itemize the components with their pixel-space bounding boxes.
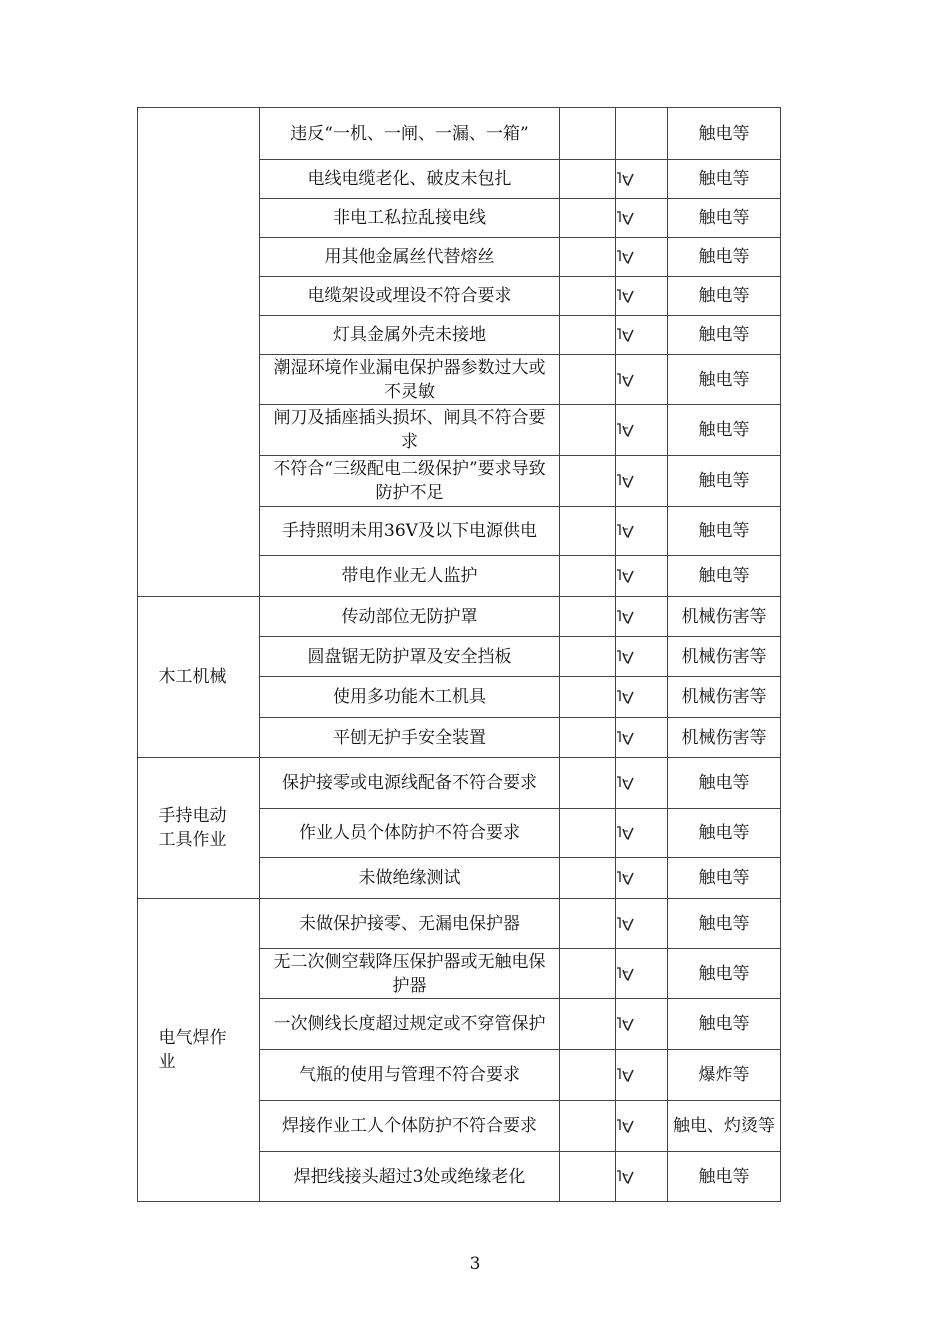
hazard-type: 机械伤害等: [668, 637, 781, 677]
hazard-type: 触电等: [668, 758, 781, 809]
mark-cell: [616, 507, 668, 556]
check-mark-icon: [616, 824, 634, 842]
mark-cell: [616, 999, 668, 1050]
hazard-item: 灯具金属外壳未接地: [260, 316, 560, 355]
hazard-type: 触电、灼烫等: [668, 1101, 781, 1152]
hazard-type: 机械伤害等: [668, 677, 781, 718]
hazard-item: 不符合“三级配电二级保护”要求导致防护不足: [260, 456, 560, 507]
hazard-item: 带电作业无人监护: [260, 556, 560, 597]
blank-cell: [560, 809, 616, 858]
mark-cell: [616, 238, 668, 277]
blank-cell: [560, 1050, 616, 1101]
mark-cell: [616, 1050, 668, 1101]
hazard-item: 手持照明未用36V及以下电源供电: [260, 507, 560, 556]
hazard-item: 焊接作业工人个体防护不符合要求: [260, 1101, 560, 1152]
hazard-type: 触电等: [668, 238, 781, 277]
table-row: [138, 108, 781, 160]
hazard-type: 触电等: [668, 949, 781, 999]
hazard-type: 触电等: [668, 355, 781, 405]
check-mark-icon: [616, 915, 634, 933]
hazard-type: 触电等: [668, 160, 781, 199]
blank-cell: [560, 160, 616, 199]
blank-cell: [560, 949, 616, 999]
hazard-type: 触电等: [668, 809, 781, 858]
blank-cell: [560, 999, 616, 1050]
blank-cell: [560, 718, 616, 758]
blank-cell: [560, 858, 616, 899]
hazard-item: 作业人员个体防护不符合要求: [260, 809, 560, 858]
category-label: 木工机械: [158, 667, 227, 687]
mark-cell: [616, 160, 668, 199]
hazard-type: 触电等: [668, 277, 781, 316]
mark-cell: [616, 718, 668, 758]
mark-cell: [616, 858, 668, 899]
hazard-table: [137, 107, 781, 1202]
blank-cell: [560, 108, 616, 160]
hazard-type: 触电等: [668, 556, 781, 597]
hazard-type: 机械伤害等: [668, 718, 781, 758]
table-row: [138, 899, 781, 949]
mark-cell: [616, 1101, 668, 1152]
category-cell: [138, 597, 260, 758]
blank-cell: [560, 1152, 616, 1202]
hazard-type: 触电等: [668, 858, 781, 899]
hazard-item: 使用多功能木工机具: [260, 677, 560, 718]
check-mark-icon: [616, 170, 634, 188]
check-mark-icon: [616, 567, 634, 585]
check-mark-icon: [616, 421, 634, 439]
mark-cell: [616, 556, 668, 597]
blank-cell: [560, 316, 616, 355]
check-mark-icon: [616, 869, 634, 887]
mark-cell: [616, 809, 668, 858]
hazard-item: 传动部位无防护罩: [260, 597, 560, 637]
hazard-type: 触电等: [668, 507, 781, 556]
hazard-item: 保护接零或电源线配备不符合要求: [260, 758, 560, 809]
mark-cell: [616, 316, 668, 355]
check-mark-icon: [616, 648, 634, 666]
mark-cell: [616, 277, 668, 316]
mark-cell: [616, 899, 668, 949]
hazard-type: 触电等: [668, 456, 781, 507]
check-mark-icon: [616, 729, 634, 747]
page-number: 3: [469, 1254, 481, 1274]
check-mark-icon: [616, 472, 634, 490]
check-mark-icon: [616, 1168, 634, 1186]
blank-cell: [560, 507, 616, 556]
category-cell: [138, 108, 260, 597]
check-mark-icon: [616, 1117, 634, 1135]
blank-cell: [560, 899, 616, 949]
check-mark-icon: [616, 248, 634, 266]
hazard-item: 未做绝缘测试: [260, 858, 560, 899]
check-mark-icon: [616, 326, 634, 344]
mark-cell: [616, 637, 668, 677]
hazard-item: 焊把线接头超过3处或绝缘老化: [260, 1152, 560, 1202]
blank-cell: [560, 238, 616, 277]
mark-cell: [616, 949, 668, 999]
table-row: [138, 597, 781, 637]
check-mark-icon: [616, 287, 634, 305]
mark-cell: [616, 677, 668, 718]
check-mark-icon: [616, 371, 634, 389]
check-mark-icon: [616, 1015, 634, 1033]
blank-cell: [560, 456, 616, 507]
mark-cell: [616, 405, 668, 456]
hazard-item: 电线电缆老化、破皮未包扎: [260, 160, 560, 199]
hazard-item: 一次侧线长度超过规定或不穿管保护: [260, 999, 560, 1050]
hazard-type: 触电等: [668, 999, 781, 1050]
check-mark-icon: [616, 965, 634, 983]
table-row: [138, 758, 781, 809]
hazard-type: 机械伤害等: [668, 597, 781, 637]
check-mark-icon: [616, 209, 634, 227]
hazard-item: 圆盘锯无防护罩及安全挡板: [260, 637, 560, 677]
check-mark-icon: [616, 1066, 634, 1084]
hazard-item: 违反“一机、一闸、一漏、一箱”: [260, 108, 560, 160]
mark-cell: [616, 758, 668, 809]
blank-cell: [560, 677, 616, 718]
hazard-type: 触电等: [668, 1152, 781, 1202]
blank-cell: [560, 597, 616, 637]
mark-cell: [616, 355, 668, 405]
hazard-type: 触电等: [668, 899, 781, 949]
hazard-type: 触电等: [668, 108, 781, 160]
hazard-item: 无二次侧空载降压保护器或无触电保护器: [260, 949, 560, 999]
category-label: 手持电动工具作业: [158, 806, 227, 850]
hazard-item: 非电工私拉乱接电线: [260, 199, 560, 238]
blank-cell: [560, 405, 616, 456]
hazard-item: 用其他金属丝代替熔丝: [260, 238, 560, 277]
category-label: 电气焊作业: [158, 1028, 227, 1072]
hazard-item: 气瓶的使用与管理不符合要求: [260, 1050, 560, 1101]
blank-cell: [560, 758, 616, 809]
blank-cell: [560, 355, 616, 405]
blank-cell: [560, 556, 616, 597]
hazard-item: 闸刀及插座插头损坏、闸具不符合要求: [260, 405, 560, 456]
mark-cell: [616, 456, 668, 507]
blank-cell: [560, 1101, 616, 1152]
hazard-type: 触电等: [668, 316, 781, 355]
mark-cell: [616, 108, 668, 160]
hazard-item: 未做保护接零、无漏电保护器: [260, 899, 560, 949]
hazard-item: 平刨无护手安全装置: [260, 718, 560, 758]
hazard-item: 电缆架设或埋设不符合要求: [260, 277, 560, 316]
check-mark-icon: [616, 608, 634, 626]
check-mark-icon: [616, 522, 634, 540]
mark-cell: [616, 1152, 668, 1202]
check-mark-icon: [616, 688, 634, 706]
hazard-item: 潮湿环境作业漏电保护器参数过大或不灵敏: [260, 355, 560, 405]
blank-cell: [560, 199, 616, 238]
mark-cell: [616, 597, 668, 637]
mark-cell: [616, 199, 668, 238]
check-mark-icon: [616, 774, 634, 792]
category-cell: [138, 758, 260, 899]
hazard-type: 触电等: [668, 405, 781, 456]
blank-cell: [560, 637, 616, 677]
category-cell: [138, 899, 260, 1202]
blank-cell: [560, 277, 616, 316]
hazard-type: 触电等: [668, 199, 781, 238]
hazard-type: 爆炸等: [668, 1050, 781, 1101]
